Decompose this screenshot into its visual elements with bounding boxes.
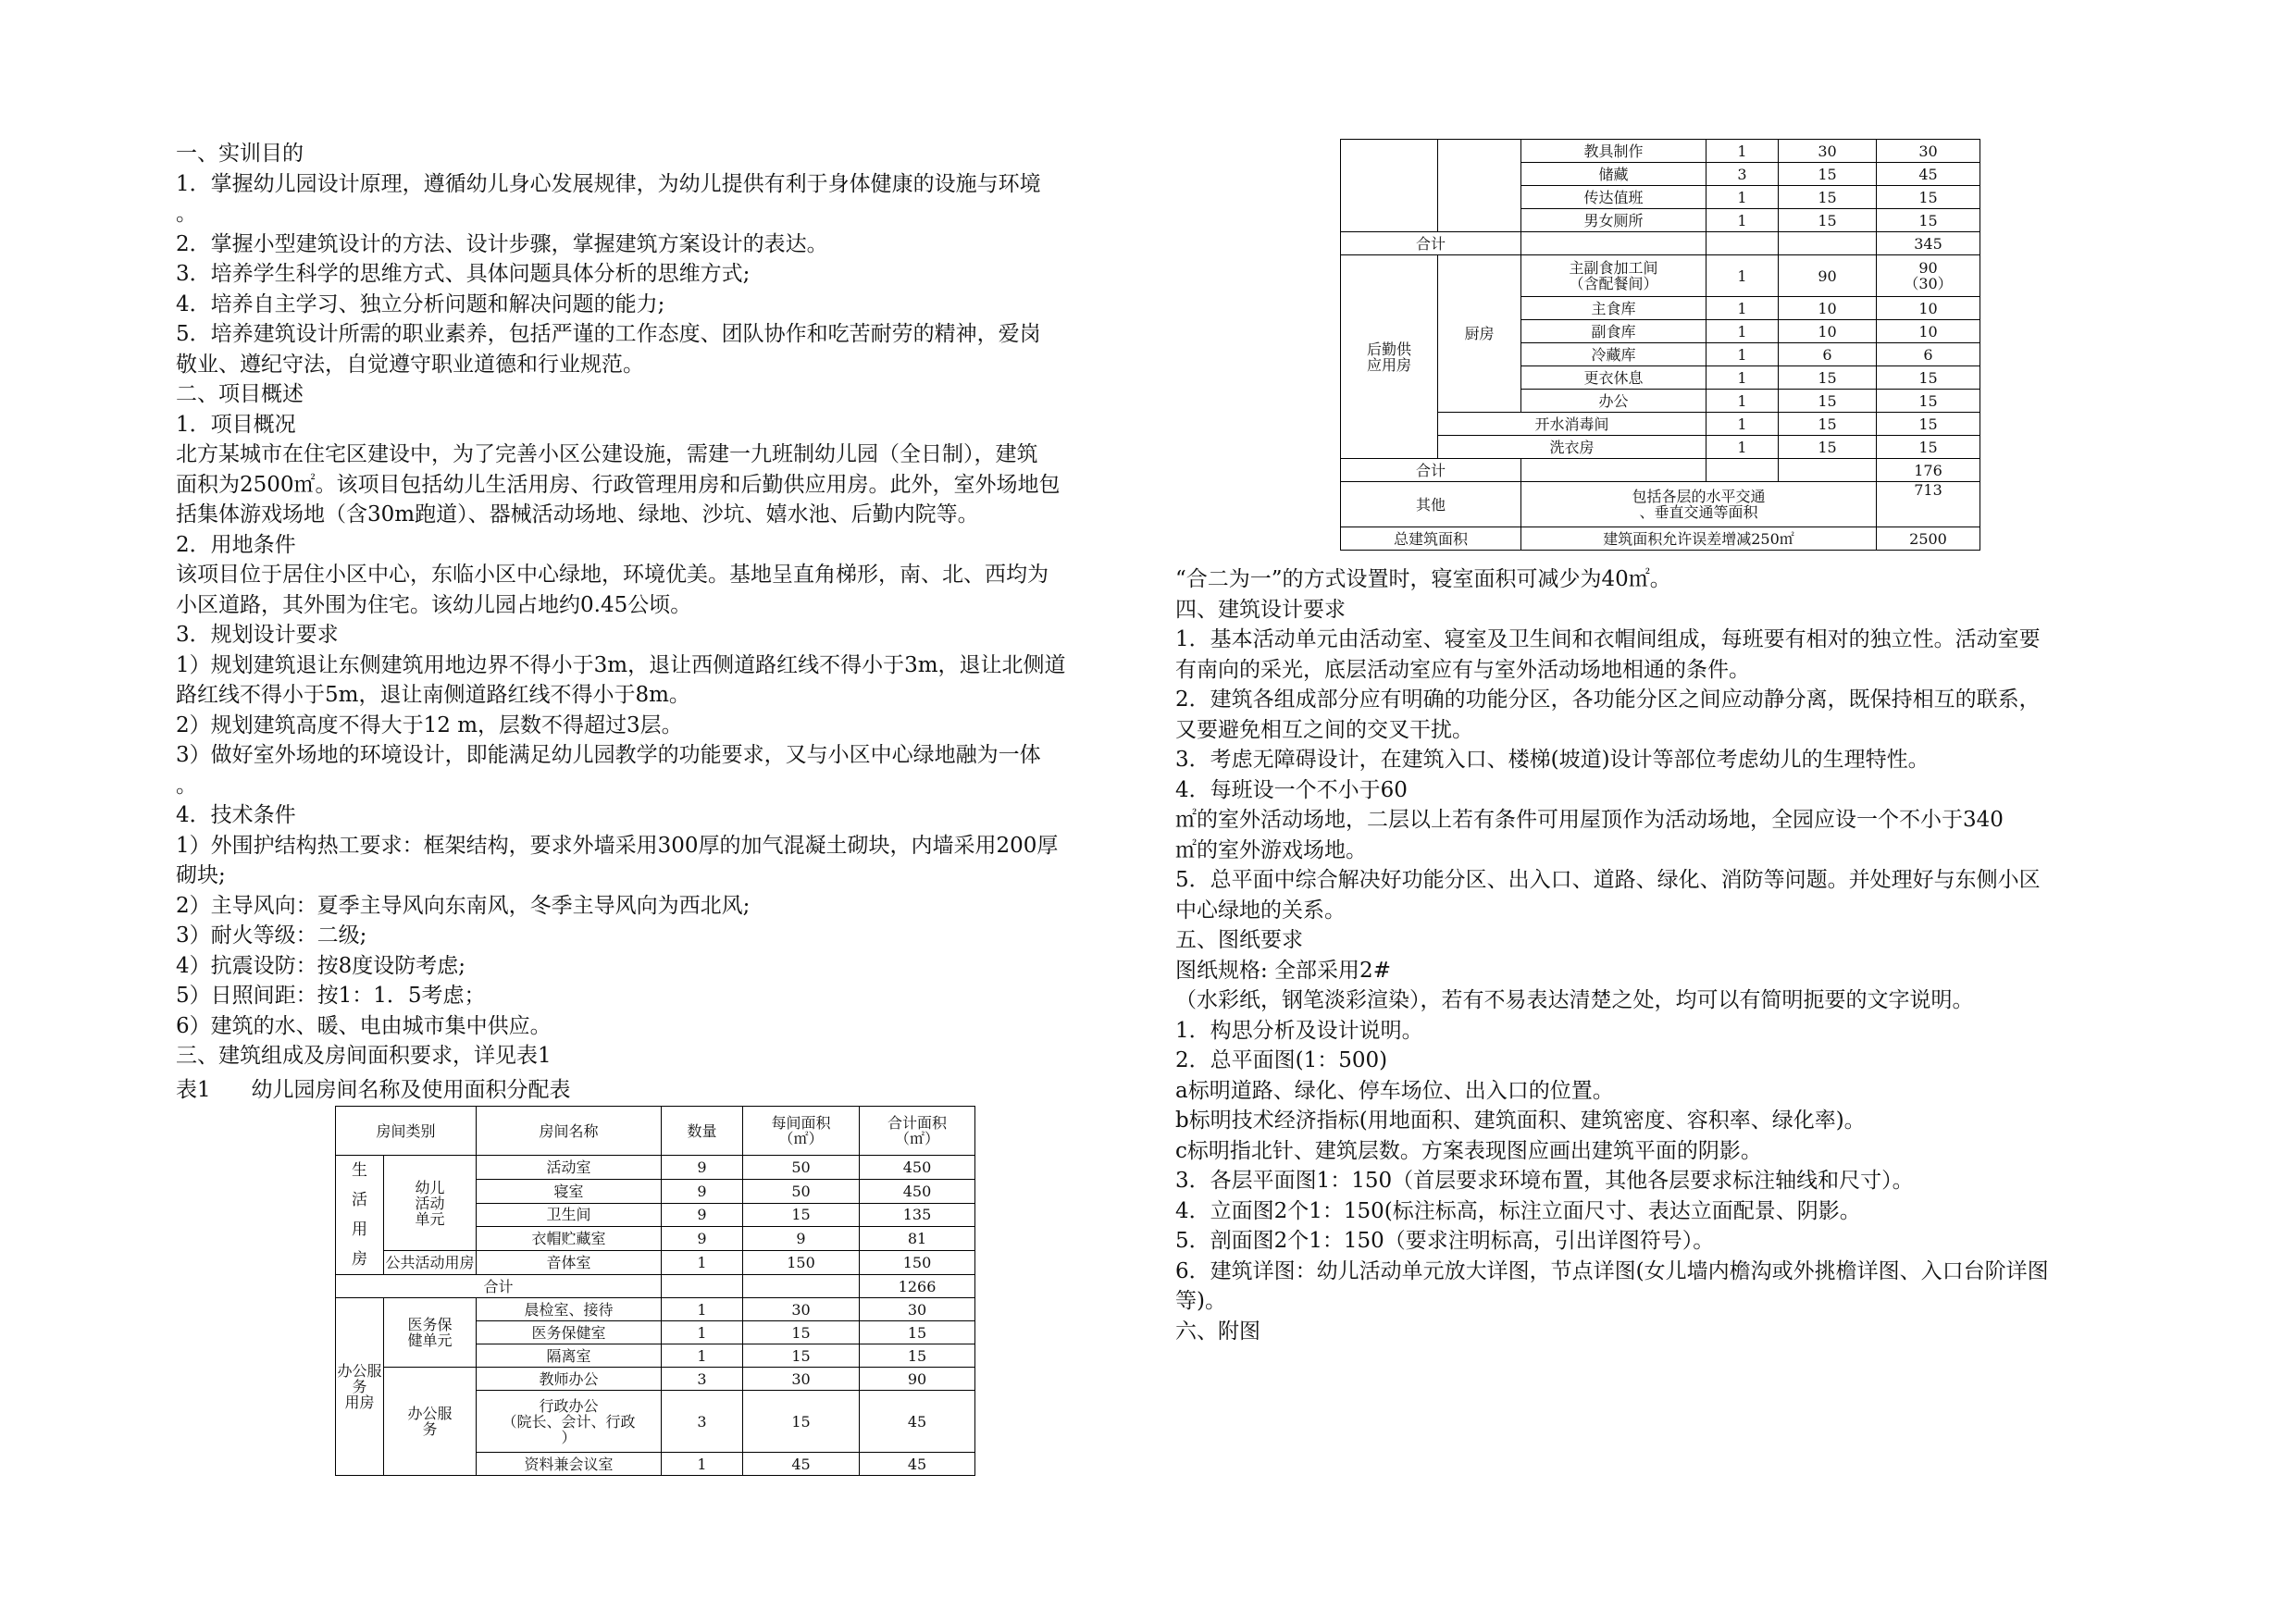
text-line: 四、建筑设计要求: [1175, 597, 1346, 622]
table-row: 衣帽贮藏室 9 9 81: [336, 1227, 975, 1251]
text-line: 1）规划建筑退让东侧建筑用地边界不得小于3m，退让西侧道路红线不得小于3m，退让北侧道: [176, 652, 1066, 677]
text-line: 。: [176, 773, 197, 798]
text-line: 6）建筑的水、暖、电由城市集中供应。: [176, 1013, 552, 1038]
table-row: 办公服务 用房 医务保 健单元 晨检室、接待 1 30 30: [336, 1298, 975, 1321]
text-line: 5）日照间距：按1：1．5考虑；: [176, 984, 486, 1008]
text-line: 2．总平面图(1：500): [1175, 1048, 1388, 1072]
total-row: 总建筑面积 建筑面积允许误差增减250㎡ 2500: [1341, 527, 1980, 551]
header-room-name: 房间名称: [477, 1107, 662, 1156]
cell-room-name: 活动室: [477, 1156, 662, 1180]
text-line: 又要避免相互之间的交叉干扰。: [1175, 717, 1473, 742]
text-line: 等)。: [1175, 1289, 1226, 1313]
text-line: 1）外围护结构热工要求：框架结构，要求外墙采用300厚的加气混凝土砌块，内墙采用200厚: [176, 833, 1059, 858]
text-line: 3．规划设计要求: [176, 623, 339, 647]
text-line: 5．剖面图2个1：150（要求注明标高，引出详图符号）。: [1175, 1229, 1715, 1253]
subtotal-row: 合计 176: [1341, 459, 1980, 482]
table-row: 男女厕所 1 15 15: [1341, 209, 1980, 232]
table-row: 生活用房 幼儿 活动 单元 活动室 9 50 450: [336, 1156, 975, 1180]
text-line: 。: [176, 202, 197, 226]
table-row: 隔离室 1 15 15: [336, 1344, 975, 1368]
text-line: a标明道路、绿化、停车场位、出入口的位置。: [1175, 1078, 1614, 1103]
subtotal-row: 合计 345: [1341, 232, 1980, 255]
header-area-each: 每间面积 （㎡）: [743, 1107, 860, 1156]
text-line: 4．技术条件: [176, 803, 296, 827]
room-area-table-part2: [1340, 139, 1980, 551]
group-admin-service: 办公服 务: [384, 1368, 477, 1476]
header-room-category: 房间类别: [336, 1107, 477, 1156]
room-area-table-part1: [335, 1106, 975, 1476]
text-line: 五、图纸要求: [1175, 928, 1303, 952]
table-row: 主食库 1 10 10: [1341, 297, 1980, 320]
text-line: 1．基本活动单元由活动室、寝室及卫生间和衣帽间组成，每班要有相对的独立性。活动室要: [1175, 627, 2041, 651]
text-line: 括集体游戏场地（含30m跑道）、器械活动场地、绿地、沙坑、嬉水池、后勤内院等。: [176, 502, 979, 527]
text-line: 3）做好室外场地的环境设计，即能满足幼儿园教学的功能要求，又与小区中心绿地融为一体: [176, 743, 1041, 767]
text-line: 中心绿地的关系。: [1175, 898, 1346, 923]
text-line: （水彩纸，钢笔淡彩渲染），若有不易表达清楚之处，均可以有简明扼要的文字说明。: [1175, 988, 1974, 1012]
left-column: [176, 139, 1157, 1072]
table-row: 储藏 3 15 45: [1341, 163, 1980, 186]
text-line: 3．考虑无障碍设计，在建筑入口、楼梯(坡道)设计等部位考虑幼儿的生理特性。: [1175, 748, 1930, 772]
table-header-row: [336, 1107, 975, 1156]
text-line: 4）抗震设防：按8度设防考虑;: [176, 953, 466, 978]
text-line: 2）主导风向：夏季主导风向东南风，冬季主导风向为西北风;: [176, 893, 751, 918]
text-line: 小区道路，其外围为住宅。该幼儿园占地约0.45公顷。: [176, 592, 692, 617]
table-row: 更衣休息 1 15 15: [1341, 366, 1980, 390]
header-area-total: 合计面积 （㎡）: [860, 1107, 975, 1156]
text-line: 1．项目概况: [176, 412, 296, 437]
table-row: 洗衣房 1 15 15: [1341, 436, 1980, 459]
text-line: 2）规划建筑高度不得大于12 m，层数不得超过3层。: [176, 712, 683, 737]
text-line: 2．掌握小型建筑设计的方法、设计步骤，掌握建筑方案设计的表达。: [176, 231, 828, 256]
text-line: 砌块;: [176, 863, 226, 887]
text-line: 路红线不得小于5m，退让南侧道路红线不得小于8m。: [176, 683, 690, 707]
text-line: 5．培养建筑设计所需的职业素养，包括严谨的工作态度、团队协作和吃苦耐劳的精神，爱岗: [176, 322, 1041, 346]
table-row: 资料兼会议室 1 45 45: [336, 1453, 975, 1476]
table-row: 教具制作 1 30 30: [1341, 140, 1980, 163]
group-child-activity-unit: 幼儿 活动 单元: [384, 1156, 477, 1251]
table-row: 其他 包括各层的水平交通 、垂直交通等面积 713: [1341, 482, 1980, 527]
text-line: 1．掌握幼儿园设计原理，遵循幼儿身心发展规律，为幼儿提供有利于身体健康的设施与环境: [176, 171, 1041, 196]
text-line: 3）耐火等级：二级;: [176, 923, 367, 948]
table-row: 办公服 务 教师办公 3 30 90: [336, 1368, 975, 1391]
table-row: 寝室 9 50 450: [336, 1179, 975, 1203]
text-line: 2．建筑各组成部分应有明确的功能分区，各功能分区之间应动静分离，既保持相互的联系，: [1175, 688, 2041, 712]
text-line: 三、建筑组成及房间面积要求，详见表1: [176, 1044, 552, 1068]
table-row: 冷藏库 1 6 6: [1341, 343, 1980, 366]
subtotal-row: 合计 1266: [336, 1275, 975, 1298]
text-line: 3．各层平面图1：150（首层要求环境布置，其他各层要求标注轴线和尺寸）。: [1175, 1169, 1914, 1193]
text-line: 北方某城市在住宅区建设中，为了完善小区公建设施，需建一九班制幼儿园（全日制），建筑: [176, 442, 1038, 466]
table-row: 办公 1 15 15: [1341, 390, 1980, 413]
text-line: 2．用地条件: [176, 532, 296, 557]
group-kitchen: 厨房: [1438, 255, 1521, 413]
group-medical-unit: 医务保 健单元: [384, 1298, 477, 1368]
text-line: 一、实训目的: [176, 142, 304, 166]
table-row: 开水消毒间 1 15 15: [1341, 413, 1980, 436]
text-line: 4．每班设一个不小于60: [1175, 777, 1408, 802]
text-line: ㎡的室外游戏场地。: [1175, 837, 1367, 862]
table-row: 医务保健室 1 15 15: [336, 1321, 975, 1344]
table-row: 行政办公 （院长、会计、行政 ） 3 15 45: [336, 1391, 975, 1453]
text-line: 面积为2500㎡。该项目包括幼儿生活用房、行政管理用房和后勤供应用房。此外，室外场地包: [176, 472, 1061, 497]
text-line: 二、项目概述: [176, 382, 304, 406]
table-row: 后勤供 应用房 厨房 主副食加工间 （含配餐间） 1 90 90 （30）: [1341, 255, 1980, 297]
group-living-rooms: 生活用房: [336, 1156, 384, 1275]
text-line: c标明指北针、建筑层数。方案表现图应画出建筑平面的阴影。: [1175, 1138, 1762, 1163]
table-row: 副食库 1 10 10: [1341, 320, 1980, 343]
table-row: 卫生间 9 15 135: [336, 1203, 975, 1227]
text-line: b标明技术经济指标(用地面积、建筑面积、建筑密度、容积率、绿化率)。: [1175, 1109, 1866, 1133]
text-line: 5．总平面中综合解决好功能分区、出入口、道路、绿化、消防等问题。并处理好与东侧小区: [1175, 868, 2041, 892]
right-column: [1175, 564, 2156, 1346]
text-line: “合二为一”的方式设置时，寝室面积可减少为40㎡。: [1175, 567, 1671, 591]
table1-caption: 表1 幼儿园房间名称及使用面积分配表: [176, 1078, 571, 1102]
text-line: ㎡的室外活动场地，二层以上若有条件可用屋顶作为活动场地，全园应设一个不小于340: [1175, 808, 2004, 832]
text-line: 6．建筑详图：幼儿活动单元放大详图，节点详图(女儿墙内檐沟或外挑檐详图、入口台阶详图: [1175, 1258, 2049, 1283]
table2-container: [1340, 139, 1988, 551]
text-line: 4．培养自主学习、独立分析问题和解决问题的能力;: [176, 291, 665, 316]
text-line: 1．构思分析及设计说明。: [1175, 1018, 1423, 1043]
table-row: 传达值班 1 15 15: [1341, 186, 1980, 209]
text-line: 3．培养学生科学的思维方式、具体问题具体分析的思维方式;: [176, 262, 751, 286]
text-line: 4．立面图2个1：150(标注标高，标注立面尺寸、表达立面配景、阴影。: [1175, 1198, 1861, 1223]
header-quantity: 数量: [662, 1107, 743, 1156]
text-line: 该项目位于居住小区中心，东临小区中心绿地，环境优美。基地呈直角梯形，南、北、西均为: [176, 563, 1049, 587]
table-row: 公共活动用房 音体室 1 150 150: [336, 1251, 975, 1275]
group-office-rooms: 办公服务 用房: [336, 1298, 384, 1476]
text-line: 图纸规格: 全部采用2#: [1175, 958, 1391, 983]
text-line: 敬业、遵纪守法，自觉遵守职业道德和行业规范。: [176, 352, 644, 377]
text-line: 有南向的采光，底层活动室应有与室外活动场地相通的条件。: [1175, 657, 1750, 682]
text-line: 六、附图: [1175, 1319, 1260, 1344]
group-logistics-rooms: 后勤供 应用房: [1341, 255, 1438, 459]
